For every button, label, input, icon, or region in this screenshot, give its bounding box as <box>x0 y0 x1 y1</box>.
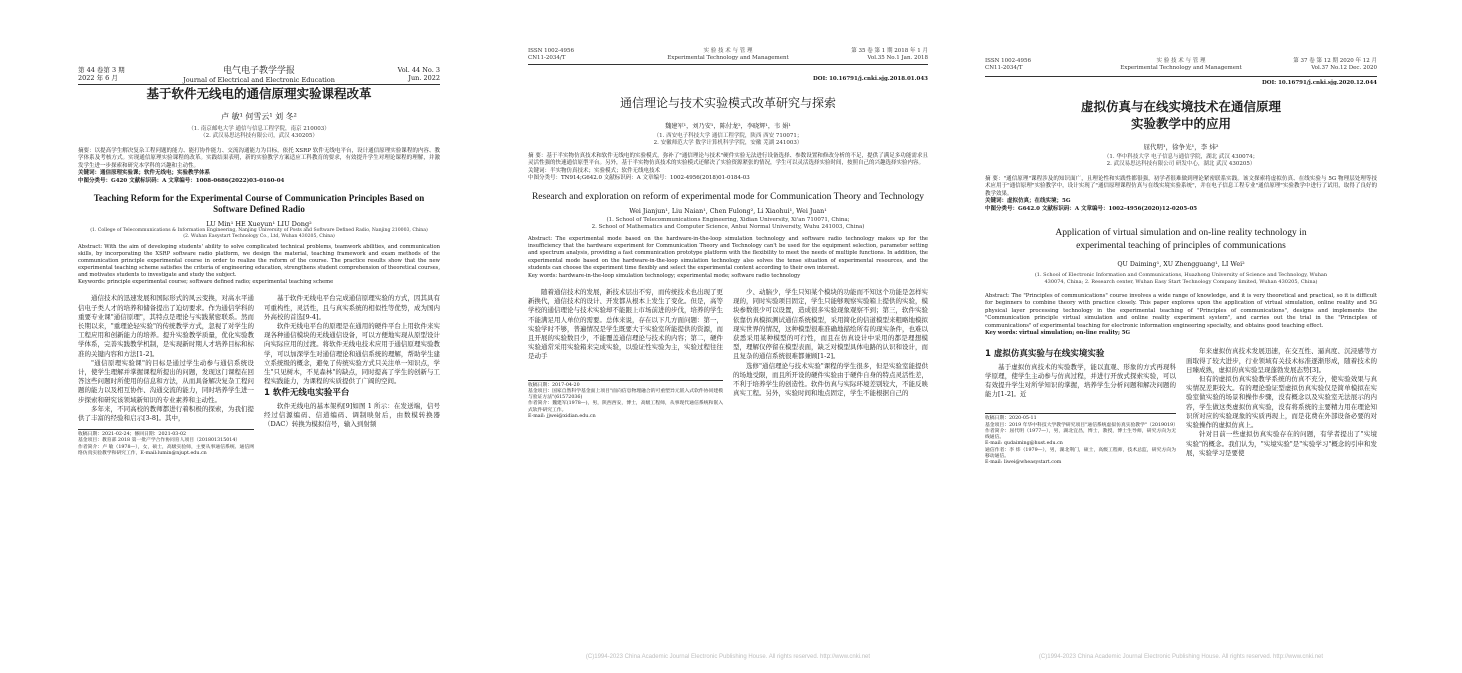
paper-page-3 <box>985 6 1377 666</box>
paragraph: 基于软件无线电平台完成通信原理实验的方式，因其具有可重构性，灵活性，且与真实系统的相似性等优势，成为国内外高校的首选[9-4]。 <box>264 294 440 321</box>
journal-volume-en: Vol.37 No.12 Dec. 2020 <box>1311 65 1377 71</box>
body-columns <box>985 347 1377 466</box>
header-rule <box>78 84 440 85</box>
footnotes <box>985 413 1179 466</box>
abstract-en: Abstract: With the aim of developing students' ability to solve complicated technical problems, teamwork abilities, and communication skills, by incorporating the XSRP software radio platform, we design the material, teaching framework and exam methods of the communication principle experimental course in order to realize the reform of the course. The practice results show that the new experimental teaching scheme satisfies the criteria of engineering education, strengthens student comprehension of theoretical courses, and motivates students to investigate and study the subject. <box>78 244 440 279</box>
affiliation-en-2: 2. School of Mathematics and Computer Science, Anhui Normal University, Wuhu 241003, China) <box>591 223 865 230</box>
body-column-left <box>78 294 254 457</box>
paragraph: 年来虚拟仿真技术发展迅速，在交互性、逼真度、沉浸感等方面取得了较大进步，行业领域有关技术标准逐渐形成，随着技术的日臻成熟，虚拟的真实验呈现蓬勃发展态势[3]。 <box>1186 347 1377 374</box>
authors-cn: 屈代明¹，徐争光¹，李 炜² <box>1143 143 1219 151</box>
paper-title-en-line-2: experimental teaching of principles of communications <box>1076 241 1286 252</box>
affiliation-en-1: (1. School of Electronic Information and Communications, Huazhong University of Science and Technology, Wuhan <box>1034 272 1328 279</box>
journal-volume-en: Vol.35 No.1 Jan. 2018 <box>867 55 928 61</box>
paragraph: 少、动脑少，学生只知某个模块的功能而不知这个功能是怎样实现的，同时实验项目固定，学生只能够观察实验箱上提供的实验，模块参数很少可以设置，造成很多实验现象观察不到；第三，软件实验依靠仿真模拟测试通信系统模型，采用简化的信道模型来粗略地模拟现实世界的情况，这种模型很难准确地描绘所有的现实条件，也难以获悉采用某种模型的可行性，而且在仿真设计中采用的都是理想模型，理解仅停留在模型表面，缺乏对模型具体电路的认识和设计，而且复杂的通信系统很难都兼顾[1-2]。 <box>733 288 928 361</box>
affiliation-cn-1: （1. 西安电子科技大学 通信工程学院，陕西 西安 710071； <box>653 133 803 139</box>
header-rule <box>528 64 928 65</box>
journal-header <box>528 6 928 66</box>
paper-page-2 <box>528 6 928 666</box>
paper-title-cn: 通信理论与技术实验模式改革研究与探索 <box>619 96 836 110</box>
classification-cn: 中图分类号：G642.0 文献标识码：A 文章编号：1002-4956(2020)12-0205-05 <box>985 205 1198 212</box>
keywords-cn: 关键词：通信原理实验课；软件无线电；实验教学体系 <box>78 170 211 177</box>
issn: ISSN 1002-4956 <box>528 48 575 54</box>
header-rule <box>985 76 1377 77</box>
body-column-right <box>733 288 928 420</box>
paragraph: 多年来，不同高校的教师都进行着积极的探索，为我们提供了丰富的经验和启示[3-8]。其中， <box>78 404 254 423</box>
abstract-en: Abstract: The "Principles of communications" course involves a wide range of knowledge, and it is very theoretical and practical, so it is difficult for beginners to combine theory with practice closely. This paper explores upon the application of virtual simulation, online reality and 5G physical layer processing technology in the experimental teaching of "Principles of communications", designs and implements the "Communication principle virtual simulation and online reality experiment system", and carries out the trial in the "Principles of communications" of experimental teaching for electronic information engineering specialty, and obtains good teaching effect. <box>985 293 1377 329</box>
footnote-author: 作者简介：魏建军(1978—)，男，陕西西安，博士，高级工程师，从事现代通信系统和嵌入式软件研究工作。 <box>528 401 723 413</box>
paragraph: 但有的虚拟仿真实验教学系统的仿真不充分，使实验效果与真实情况差距较大。有的理论验证型虚拟仿真实验仅是简单模拟在实验室做实验的场景和操作步骤，没有概念以及实验室无法展示的内容，学生做这类虚拟仿真实验，没有将系统的主要精力用在理论知识所对应的实验现象的实质再现上，而是花费在外部设备必要的对实验操作的虚拟仿真上。 <box>1186 375 1377 430</box>
paper-page-1 <box>78 6 440 666</box>
paragraph: 针对目前一些虚拟仿真实验存在的问题，有学者提出了"实境实验"的概念。我们认为，"实境实验"是"实验学习"概念的引申和发展，实验学习是要使 <box>1186 430 1377 457</box>
journal-name-en: Experimental Technology and Management <box>1120 65 1242 71</box>
footnote-corresponding: 通信作者：李 炜（1979—），男，湖北荆门，硕士，高级工程师，技术总监，研究方向为移动通信。 <box>985 447 1176 459</box>
paragraph: 基于虚拟仿真技术的实验教学，能以直观、形象的方式再现科学原理，使学生主动参与仿真过程，并进行开放式探索实验，可以有效提升学生对所学知识的掌握，培养学生分析问题和解决问题的能力[1-2]。近 <box>985 362 1176 399</box>
footnote-received: 收稿日期：2021-02-24；修回日期：2021-03-02 <box>78 432 187 438</box>
paper-title-cn-line-1: 虚拟仿真与在线实境技术在通信原理 <box>1080 99 1281 114</box>
abstract-en: Abstract: The experimental mode based on the hardware-in-the-loop simulation technology and software radio technology makes up for the insufficiency that the hardware experiment for Communication Theory and Technology can't be used for the equipment selection, parameter setting and spectrum analysis, providing a fast communication prototype platform with the flexibility to meet the needs of multiple functions. In addition, the experimental mode based on the hardware-in-the-loop simulation technology also solves the tense situation of experimental resources, and the students can choose the experiment time flexibly and select the experimental content according to their own interest. <box>528 235 928 272</box>
paper-title-cn: 基于软件无线电的通信原理实验课程改革 <box>146 86 372 101</box>
paper-title-cn-line-2: 实验教学中的应用 <box>1130 116 1231 131</box>
issn: ISSN 1002-4956 <box>985 58 1032 64</box>
footnote-email: E-mail: jjwei@xidian.edu.cn <box>528 413 596 419</box>
abstract-cn: 摘 要："通信原理"课程涉及的知识面广，且理论性和实践性都很强，初学者很难做到理论紧密联系实践。该文探索将虚拟仿真、在线实验与 5G 物理层处理等技术应用于"通信原理"实验教学中，设计实现了"通信原理课程仿真与在线实境实验系统"，并在电子信息工程专业"通信原理"实验教学中进行了试用，取得了良好的教学效果。 <box>985 176 1377 197</box>
paper-title-en: Teaching Reform for the Experimental Course of Communication Principles Based on Software Defined Radio <box>93 193 425 215</box>
affiliation-cn-2: （2. 武汉易思达科技有限公司，武汉 430205） <box>200 133 318 139</box>
body-column-right <box>264 294 440 457</box>
footnotes <box>78 429 254 457</box>
copyright-watermark: (C)1994-2023 China Academic Journal Electronic Publishing House. All rights reserved. http://www.cnki.net <box>585 654 871 660</box>
keywords-en: Keywords: principle experimental course; software defined radio; experimental teaching scheme <box>78 279 334 286</box>
paper-title-en: Research and exploration on reform of experimental mode for Communication Theory and Technology <box>531 191 925 202</box>
journal-date-cn: 2022 年 6 月 <box>78 74 118 82</box>
keywords-cn: 关键词：虚拟仿真；在线实境；5G <box>985 198 1071 205</box>
paragraph: 通信技术的迅速发展和国际形式的风云变换，对高水平通信电子类人才的培养和储备提出了迫切要求。作为通信学科的重要专业课"通信原理"，其特点是理论与实践紧密联系。然而长期以来，"重理论轻实验"的传统教学方式，忽视了对学生的工程应用和创新能力的培养。提升实验教学质量，优化实验教学体系，完善实践教学机制，是实现新时期人才培养目标和标准的关键内容和方法[1-2]。 <box>78 294 254 358</box>
keywords-en: Key words: hardware-in-the-loop simulation technology; experimental mode; software radio technology <box>528 272 801 279</box>
authors-en: Wei Jianjun¹, Liu Naian¹, Chen Fulong², Li Xiaohui¹, Wei Juan¹ <box>629 207 827 215</box>
classification-cn: 中图分类号：TN914;G642.0 文献标识码：A 文章编号：1002-4956(2018)01-0184-03 <box>528 175 750 182</box>
footnote-received: 收稿日期：2017-04-20 <box>528 382 580 388</box>
affiliation-cn-1: （1. 南京邮电大学 通信与信息工程学院，南京 210003） <box>188 126 330 132</box>
abstract-cn: 摘 要：基于半实物仿真技术和软件无线电的实验模式，弥补了"通信理论与技术"硬件实验无法进行设备选择、参数设置和修改分析的不足，提供了满足多功能需求且灵活性强的快速通信原型平台。另外，基于半实物仿真技术的实验模式还解决了实验资源紧张的情况，学生可以灵活选择实验时间，按照自己的兴趣选择实验内容。 <box>528 153 928 167</box>
affiliation-cn-2: 2. 安徽师范大学 数学计算机科学学院，安徽 芜湖 241003） <box>653 140 803 146</box>
section-heading-1: 1 软件无线电实验平台 <box>264 388 350 399</box>
footnote-email-2: E-mail: liwei@wheasystart.com <box>985 459 1062 465</box>
journal-volume-en: Vol. 44 No. 3 <box>397 66 440 74</box>
journal-date-en: Jun. 2022 <box>408 74 440 82</box>
journal-name-cn: 实 验 技 术 与 管 理 <box>703 48 753 54</box>
paper-title-en-line-1: Application of virtual simulation and on-line reality technology in <box>1055 228 1307 239</box>
paper-title-cn <box>985 98 1377 132</box>
journal-name-cn: 电气电子教学学报 <box>222 66 295 76</box>
body-column-left <box>528 288 723 420</box>
affiliation-en-1: (1. College of Telecommunications & Information Engineering, Nanjing University of Posts and Software Defined Radio, Nanjing 210003, China) <box>90 228 428 234</box>
affiliation-en-2: 430074, China; 2. Research center, Wuhan Easy Start Technology Company limited, Wuhan 430205, China) <box>1044 278 1318 285</box>
body-columns <box>528 288 928 420</box>
affiliation-en-1: (1. School of Telecommunications Engineering, Xidian University, Xi'an 710071, China; <box>606 216 850 223</box>
abstract-cn: 摘要：以提高学生解决复杂工程问题的能力、能打协作能力、交流沟通能力为目标，依托 XSRP 软件无线电平台，设计通信原理实验课程的内容、教学体系及考核方式。实现通信原理实验课程的改革。实践结果表明，新的实验教学方案适应工科教育的要求，有效提升学生对理论课程的理解，并激发学生进一步探索和研究本学科的兴趣和主动性。 <box>78 148 440 169</box>
footnote-email: E-mail: qudaiming@hust.edu.cn <box>985 441 1063 447</box>
journal-header <box>78 6 440 84</box>
keywords-en: Key words: virtual simulation; on-line reality; 5G <box>985 330 1130 337</box>
affiliation-en-2: (2. Wuhan Easystart Technology Co., Ltd, Wuhan 430205, China) <box>183 234 335 240</box>
journal-name-cn: 实 验 技 术 与 管 理 <box>1156 58 1206 64</box>
affiliation-cn-1: （1. 华中科技大学 电子信息与通信学院，湖北 武汉 430074； <box>1103 154 1259 160</box>
classification-cn: 中图分类号：G420 文献标识码：A 文章编号：1008-0686(2022)03-0160-04 <box>78 177 285 184</box>
paragraph: "通信原理实验课"的目标是通过学生动参与通信系统设计，使学生理解并掌握课程所提出的问题，发现这门课程在回答这些问题时所使用的信息和方法，从而具备解决复杂工程问题的能力以及相互协作、沟通交流的能力，同时培养学生进一步探索和研究该领域新知识的专业素养和主动性。 <box>78 358 254 404</box>
keywords-cn: 关键词：半实物仿真技术；实验模式；软件无线电技术 <box>528 167 661 174</box>
section-heading-1: 1 虚拟仿真实验与在线实境实验 <box>985 349 1105 360</box>
affiliation-cn-2: 2. 武汉易思达科技有限公司 研发中心，湖北 武汉 430205） <box>1106 161 1256 167</box>
journal-volume-cn: 第 44 卷第 3 期 <box>78 66 125 74</box>
paragraph: 软件无线电平台的原理是在通用的硬件平台上用软件来实现各种通信模块的无线通信设备，可以方便地实现从原型设计向实际应用的过渡。将软件无线电技术应用于通信原理实验教学，可以加深学生对通信理论和通信系统的理解，帮助学生建立系统级的概念，避免了传统实验方式只关注单一知识点，学生"只见树木，不见森林"的缺点，同时提高了学生的创新与工程实践能力，为课程的实质提供了广阔的空间。 <box>264 322 440 386</box>
body-column-right <box>1186 347 1377 466</box>
footnote-funding: 基金项目：教育部 2018 第一批产学合作协同育人项目（201801315014） <box>78 438 241 444</box>
journal-name-en: Experimental Technology and Management <box>667 55 789 61</box>
footnote-funding: 基金项目：国家自然科学基金面上项目"面向信息物理融合的可重塑异元嵌入式软件协同建模与验证方法"(61572036) <box>528 388 723 401</box>
footnote-author: 作者简介：卢 敏（1978—），女，硕士，高级实验师，主要从事通信系统、通信网络仿真实验教学和研究工作，E-mail:lumin@njupt.edu.cn <box>78 444 254 456</box>
authors-cn: 卢 敏¹ 何雪云¹ 刘 冬² <box>221 112 297 121</box>
paragraph: 软件无线电的基本架构[9]如图 1 所示：在发送端，信号经过信源编码、信道编码、调制映射后，由数模转换器（DAC）转换为模拟信号，输入到射频 <box>264 401 440 429</box>
authors-en: QU Daiming¹, XU Zhengguang¹, LI Wei² <box>1117 261 1245 269</box>
authors-en: LU Min¹ HE Xueyun¹ LIU Dong² <box>206 220 312 229</box>
journal-volume-cn: 第 35 卷 第 1 期 2018 年 1 月 <box>851 48 928 54</box>
copyright-watermark: (C)1994-2023 China Academic Journal Electronic Publishing House. All rights reserved. http://www.cnki.net <box>1038 654 1324 660</box>
authors-cn: 魏建军¹，刘乃安¹，陈付龙²，李晓辉¹，韦 娟¹ <box>665 123 791 130</box>
footnote-funding: 基金项目：2019 年华中科技大学教学研究项目"通信系统虚拟仿真实验教学"（2019019） <box>985 422 1179 428</box>
body-columns <box>78 294 440 457</box>
footnotes <box>528 380 723 420</box>
paragraph: 选修"通信理论与技术实验"课程的学生很多，但是实验室能提供的场地受限，而且所开设的硬件实验由于硬件自身的特点灵活性差，不利于培养学生的创造性。软件仿真与实际环境差别较大，不能反映真实工程。另外，实验时间和地点固定，学生不能根据自己的 <box>733 361 928 398</box>
footnote-received: 收稿日期：2020-05-11 <box>985 416 1037 422</box>
footnote-author: 作者简介：屈代明（1977—），男，湖北宜昌，博士，教授，博士生导师，研究方向为无线通信。 <box>985 428 1176 441</box>
cn-number: CN11-2034/T <box>528 55 566 61</box>
journal-name-en: Journal of Electrical and Electronic Education <box>183 76 335 84</box>
body-column-left <box>985 347 1179 466</box>
journal-header <box>985 6 1377 71</box>
journal-volume-cn: 第 37 卷 第 12 期 2020 年 12 月 <box>1293 58 1377 64</box>
doi: DOI: 10.16791/j.cnki.sjg.2018.01.043 <box>813 76 928 82</box>
cn-number: CN11-2034/T <box>985 65 1023 71</box>
paper-title-en <box>985 227 1377 253</box>
paragraph: 随着通信技术的发展，新技术层出不穷，而传统技术也出现了更新换代，通信技术的设计、开发都从根本上发生了变化。但是，高等学校的通信理论与技术实验却不能跟上市场前进的步伐，培养的学生不能满足用人单位的需要。总体来说，存在以下几方面问题：第一，实验学时不够，普遍情况是学生既要大于实验室所能提供的资源，而且开展的实验数目少，不能覆盖通信理论与技术的内容；第二，硬件实验通常采用实验箱来完成实验，以验证性实验为主，实验过程往往是动手 <box>528 288 723 361</box>
doi: DOI: 10.16791/j.cnki.sjg.2020.12.044 <box>1262 80 1377 86</box>
